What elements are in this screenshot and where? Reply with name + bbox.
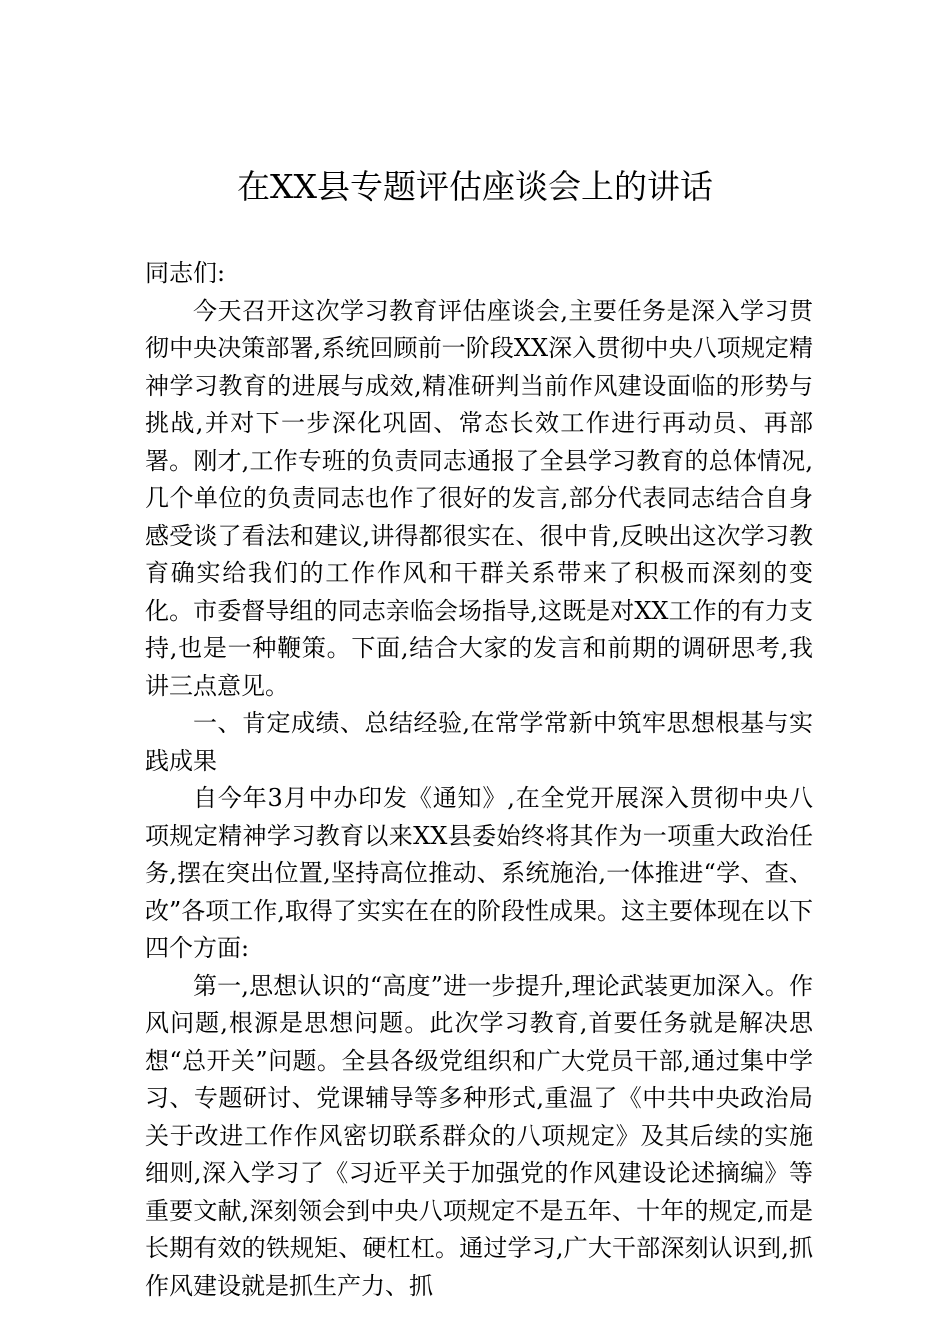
document-body <box>145 255 813 1305</box>
salutation: 同志们: <box>145 259 226 287</box>
paragraph: 自今年3月中办印发《通知》,在全党开展深入贯彻中央八项规定精神学习教育以来XX县委始终将其作为一项重大政治任务,摆在突出位置,坚持高位推动、系统施治,一体推进“学、查、改”各项工作,取得了实实在在的阶段性成果。这主要体现在以下四个方面: <box>145 784 813 962</box>
paragraph: 今天召开这次学习教育评估座谈会,主要任务是深入学习贯彻中央决策部署,系统回顾前一阶段XX深入贯彻中央八项规定精神学习教育的进展与成效,精准研判当前作风建设面临的形势与挑战,并对下一步深化巩固、常态长效工作进行再动员、再部署。刚才,工作专班的负责同志通报了全县学习教育的总体情况,几个单位的负责同志也作了很好的发言,部分代表同志结合自身感受谈了看法和建议,讲得都很实在、很中肯,反映出这次学习教育确实给我们的工作作风和干群关系带来了积极而深刻的变化。市委督导组的同志亲临会场指导,这既是对XX工作的有力支持,也是一种鞭策。下面,结合大家的发言和前期的调研思考,我讲三点意见。 <box>145 296 813 700</box>
page-title: 在XX县专题评估座谈会上的讲话 <box>237 167 713 206</box>
section-heading: 一、肯定成绩、总结经验,在常学常新中筑牢思想根基与实践成果 <box>145 709 813 775</box>
paragraph: 第一,思想认识的“高度”进一步提升,理论武装更加深入。作风问题,根源是思想问题。此次学习教育,首要任务就是解决思想“总开关”问题。全县各级党组织和广大党员干部,通过集中学习、专题研讨、党课辅导等多种形式,重温了《中共中央政治局关于改进工作作风密切联系群众的八项规定》及其后续的实施细则,深入学习了《习近平关于加强党的作风建设论述摘编》等重要文献,深刻领会到中央八项规定不是五年、十年的规定,而是长期有效的铁规矩、硬杠杠。通过学习,广大干部深刻认识到,抓作风建设就是抓生产力、抓 <box>145 971 813 1300</box>
